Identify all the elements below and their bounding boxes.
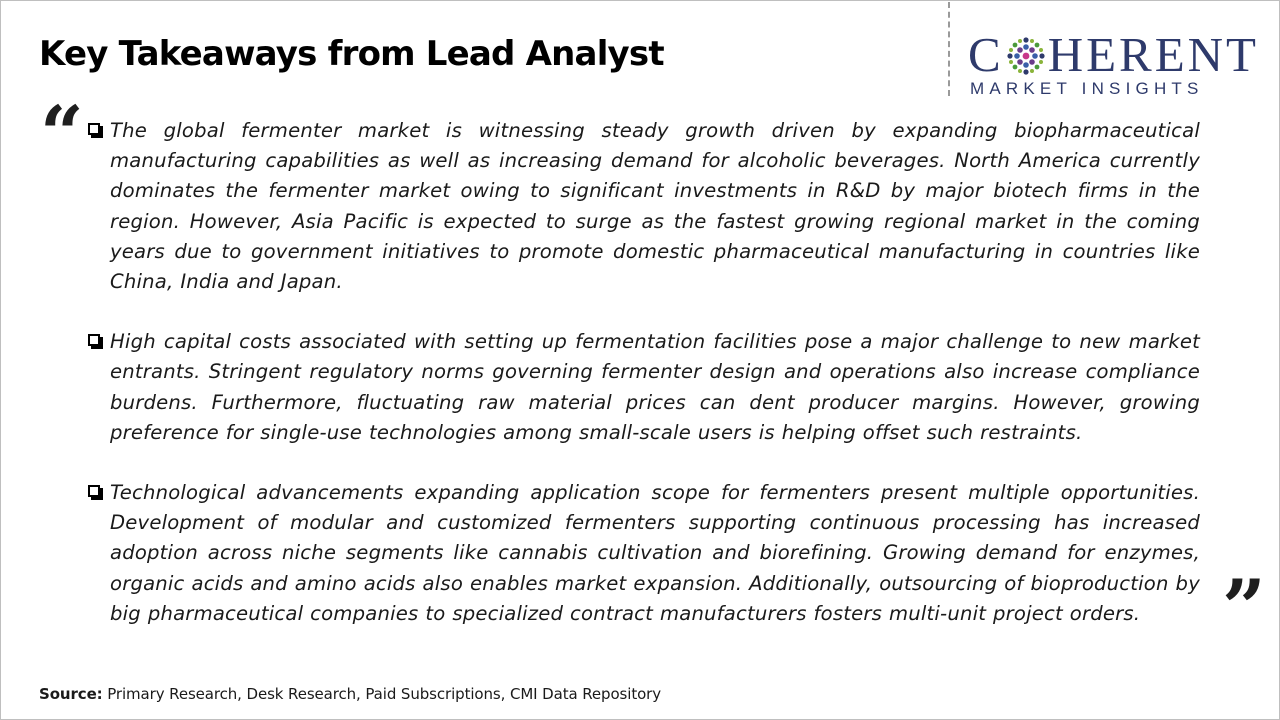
takeaway-text: Technological advancements expanding application scope for fermenters present multiple opportunities. Development of modular and customized fermenters supporting continuous processing has increased adoption across niche segments like cannabis cultivation and biorefining. Growing demand for enzymes, organic acids and amino acids also enables market expansion. Additionally, outsourcing of bioproduction by big pharmaceutical companies to specialized contract manufacturers fosters multi-unit project orders. xyxy=(110,481,1200,625)
source-text: Primary Research, Desk Research, Paid Subscriptions, CMI Data Repository xyxy=(107,685,662,703)
logo-divider xyxy=(948,2,950,96)
list-item xyxy=(86,327,1200,448)
logo-letter-c: C xyxy=(968,27,1004,82)
slide-title: Key Takeaways from Lead Analyst xyxy=(39,34,664,74)
checkbox-bullet-icon xyxy=(88,485,100,497)
open-quote-icon: “ xyxy=(40,89,84,178)
logo-wordmark xyxy=(968,27,1259,82)
checkbox-bullet-icon xyxy=(88,123,100,135)
list-item xyxy=(86,478,1200,629)
list-item xyxy=(86,116,1200,297)
takeaway-text: High capital costs associated with setting up fermentation facilities pose a major challenge to new market entrants. Stringent regulatory norms governing fermenter design and operations also increase compliance burdens. Furthermore, fluctuating raw material prices can dent producer margins. However, growing preference for single-use technologies among small-scale users is helping offset such restraints. xyxy=(110,330,1200,444)
takeaways-list xyxy=(86,116,1200,629)
source-note xyxy=(39,685,661,703)
logo-globe-icon xyxy=(1006,35,1046,75)
logo-tagline: MARKET INSIGHTS xyxy=(970,79,1204,98)
coherent-market-insights-logo xyxy=(968,27,1268,100)
close-quote-icon: ” xyxy=(1222,563,1266,652)
source-label: Source: xyxy=(39,685,103,703)
logo-letters: HERENT xyxy=(1047,27,1259,82)
checkbox-bullet-icon xyxy=(88,334,100,346)
takeaway-text: The global fermenter market is witnessing steady growth driven by expanding biopharmaceutical manufacturing capabilities as well as increasing demand for alcoholic beverages. North America currently dominates the fermenter market owing to significant investments in R&D by major biotech firms in the region. However, Asia Pacific is expected to surge as the fastest growing regional market in the coming years due to government initiatives to promote domestic pharmaceutical manufacturing in countries like China, India and Japan. xyxy=(110,119,1200,294)
